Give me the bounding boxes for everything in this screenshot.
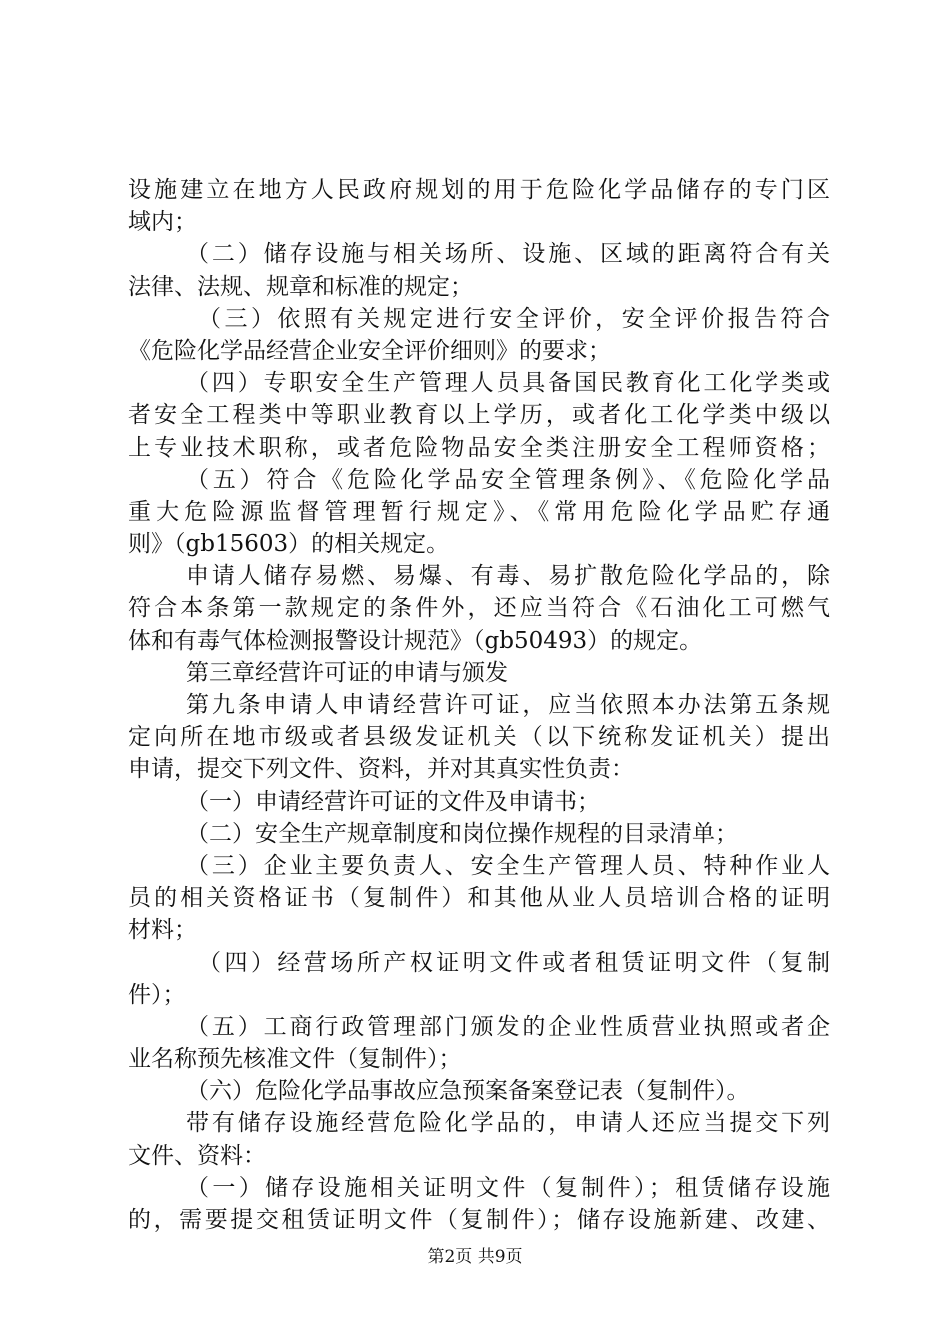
text-line: （二）储存设施与相关场所、设施、区域的距离符合有关 <box>186 241 830 268</box>
text-line: 者安全工程类中等职业教育以上学历，或者化工化学类中级以 <box>128 402 830 429</box>
text-line: 体和有毒气体检测报警设计规范》（gb50493）的规定。 <box>128 627 703 654</box>
text-line: 上专业技术职称，或者危险物品安全类注册安全工程师资格； <box>128 434 830 461</box>
text-line: （五）工商行政管理部门颁发的企业性质营业执照或者企 <box>186 1013 830 1040</box>
text-line: （二）安全生产规章制度和岗位操作规程的目录清单； <box>186 820 738 847</box>
text-line: （五）符合《危险化学品安全管理条例》、《危险化学品 <box>186 466 830 493</box>
text-line: 材料； <box>128 917 197 944</box>
text-line: 第三章经营许可证的申请与颁发 <box>186 659 508 686</box>
text-line: 文件、资料： <box>128 1142 266 1169</box>
text-line: （四）专职安全生产管理人员具备国民教育化工化学类或 <box>186 370 830 397</box>
text-line: 员的相关资格证书（复制件）和其他从业人员培训合格的证明 <box>128 885 830 912</box>
text-line: 的，需要提交租赁证明文件（复制件）；储存设施新建、改建、 <box>128 1207 830 1233</box>
text-line: 带有储存设施经营危险化学品的，申请人还应当提交下列 <box>186 1110 830 1137</box>
text-line: 则》（gb15603）的相关规定。 <box>128 531 450 558</box>
text-line: （六）危险化学品事故应急预案备案登记表（复制件）。 <box>186 1078 750 1105</box>
text-line: （一）申请经营许可证的文件及申请书； <box>186 788 600 815</box>
text-line: 法律、法规、规章和标准的规定； <box>128 273 473 300</box>
text-line: 申请人储存易燃、易爆、有毒、易扩散危险化学品的，除 <box>186 563 830 590</box>
text-line: （一）储存设施相关证明文件（复制件）；租赁储存设施 <box>186 1174 830 1201</box>
text-line: 定向所在地市级或者县级发证机关（以下统称发证机关）提出 <box>128 724 830 751</box>
text-line: 第九条申请人申请经营许可证，应当依照本办法第五条规 <box>186 692 830 718</box>
text-line: 域内； <box>128 209 197 236</box>
text-line: 符合本条第一款规定的条件外，还应当符合《石油化工可燃气 <box>128 595 830 622</box>
text-line: 重大危险源监督管理暂行规定》、《常用危险化学品贮存通 <box>128 498 830 525</box>
text-line: 件）； <box>128 981 186 1008</box>
text-line: 申请，提交下列文件、资料，并对其真实性负责： <box>128 756 634 783</box>
text-line: （三）依照有关规定进行安全评价，安全评价报告符合 <box>198 305 830 332</box>
text-line: 设施建立在地方人民政府规划的用于危险化学品储存的专门区 <box>128 177 830 203</box>
document-body <box>128 174 830 1236</box>
text-line: （三）企业主要负责人、安全生产管理人员、特种作业人 <box>186 852 830 879</box>
text-line: 《危险化学品经营企业安全评价细则》的要求； <box>128 337 611 364</box>
page-footer: 第2页 共9页 <box>427 1247 523 1267</box>
text-line: 业名称预先核准文件（复制件）； <box>128 1046 462 1073</box>
text-line: （四）经营场所产权证明文件或者租赁证明文件（复制 <box>198 949 830 976</box>
